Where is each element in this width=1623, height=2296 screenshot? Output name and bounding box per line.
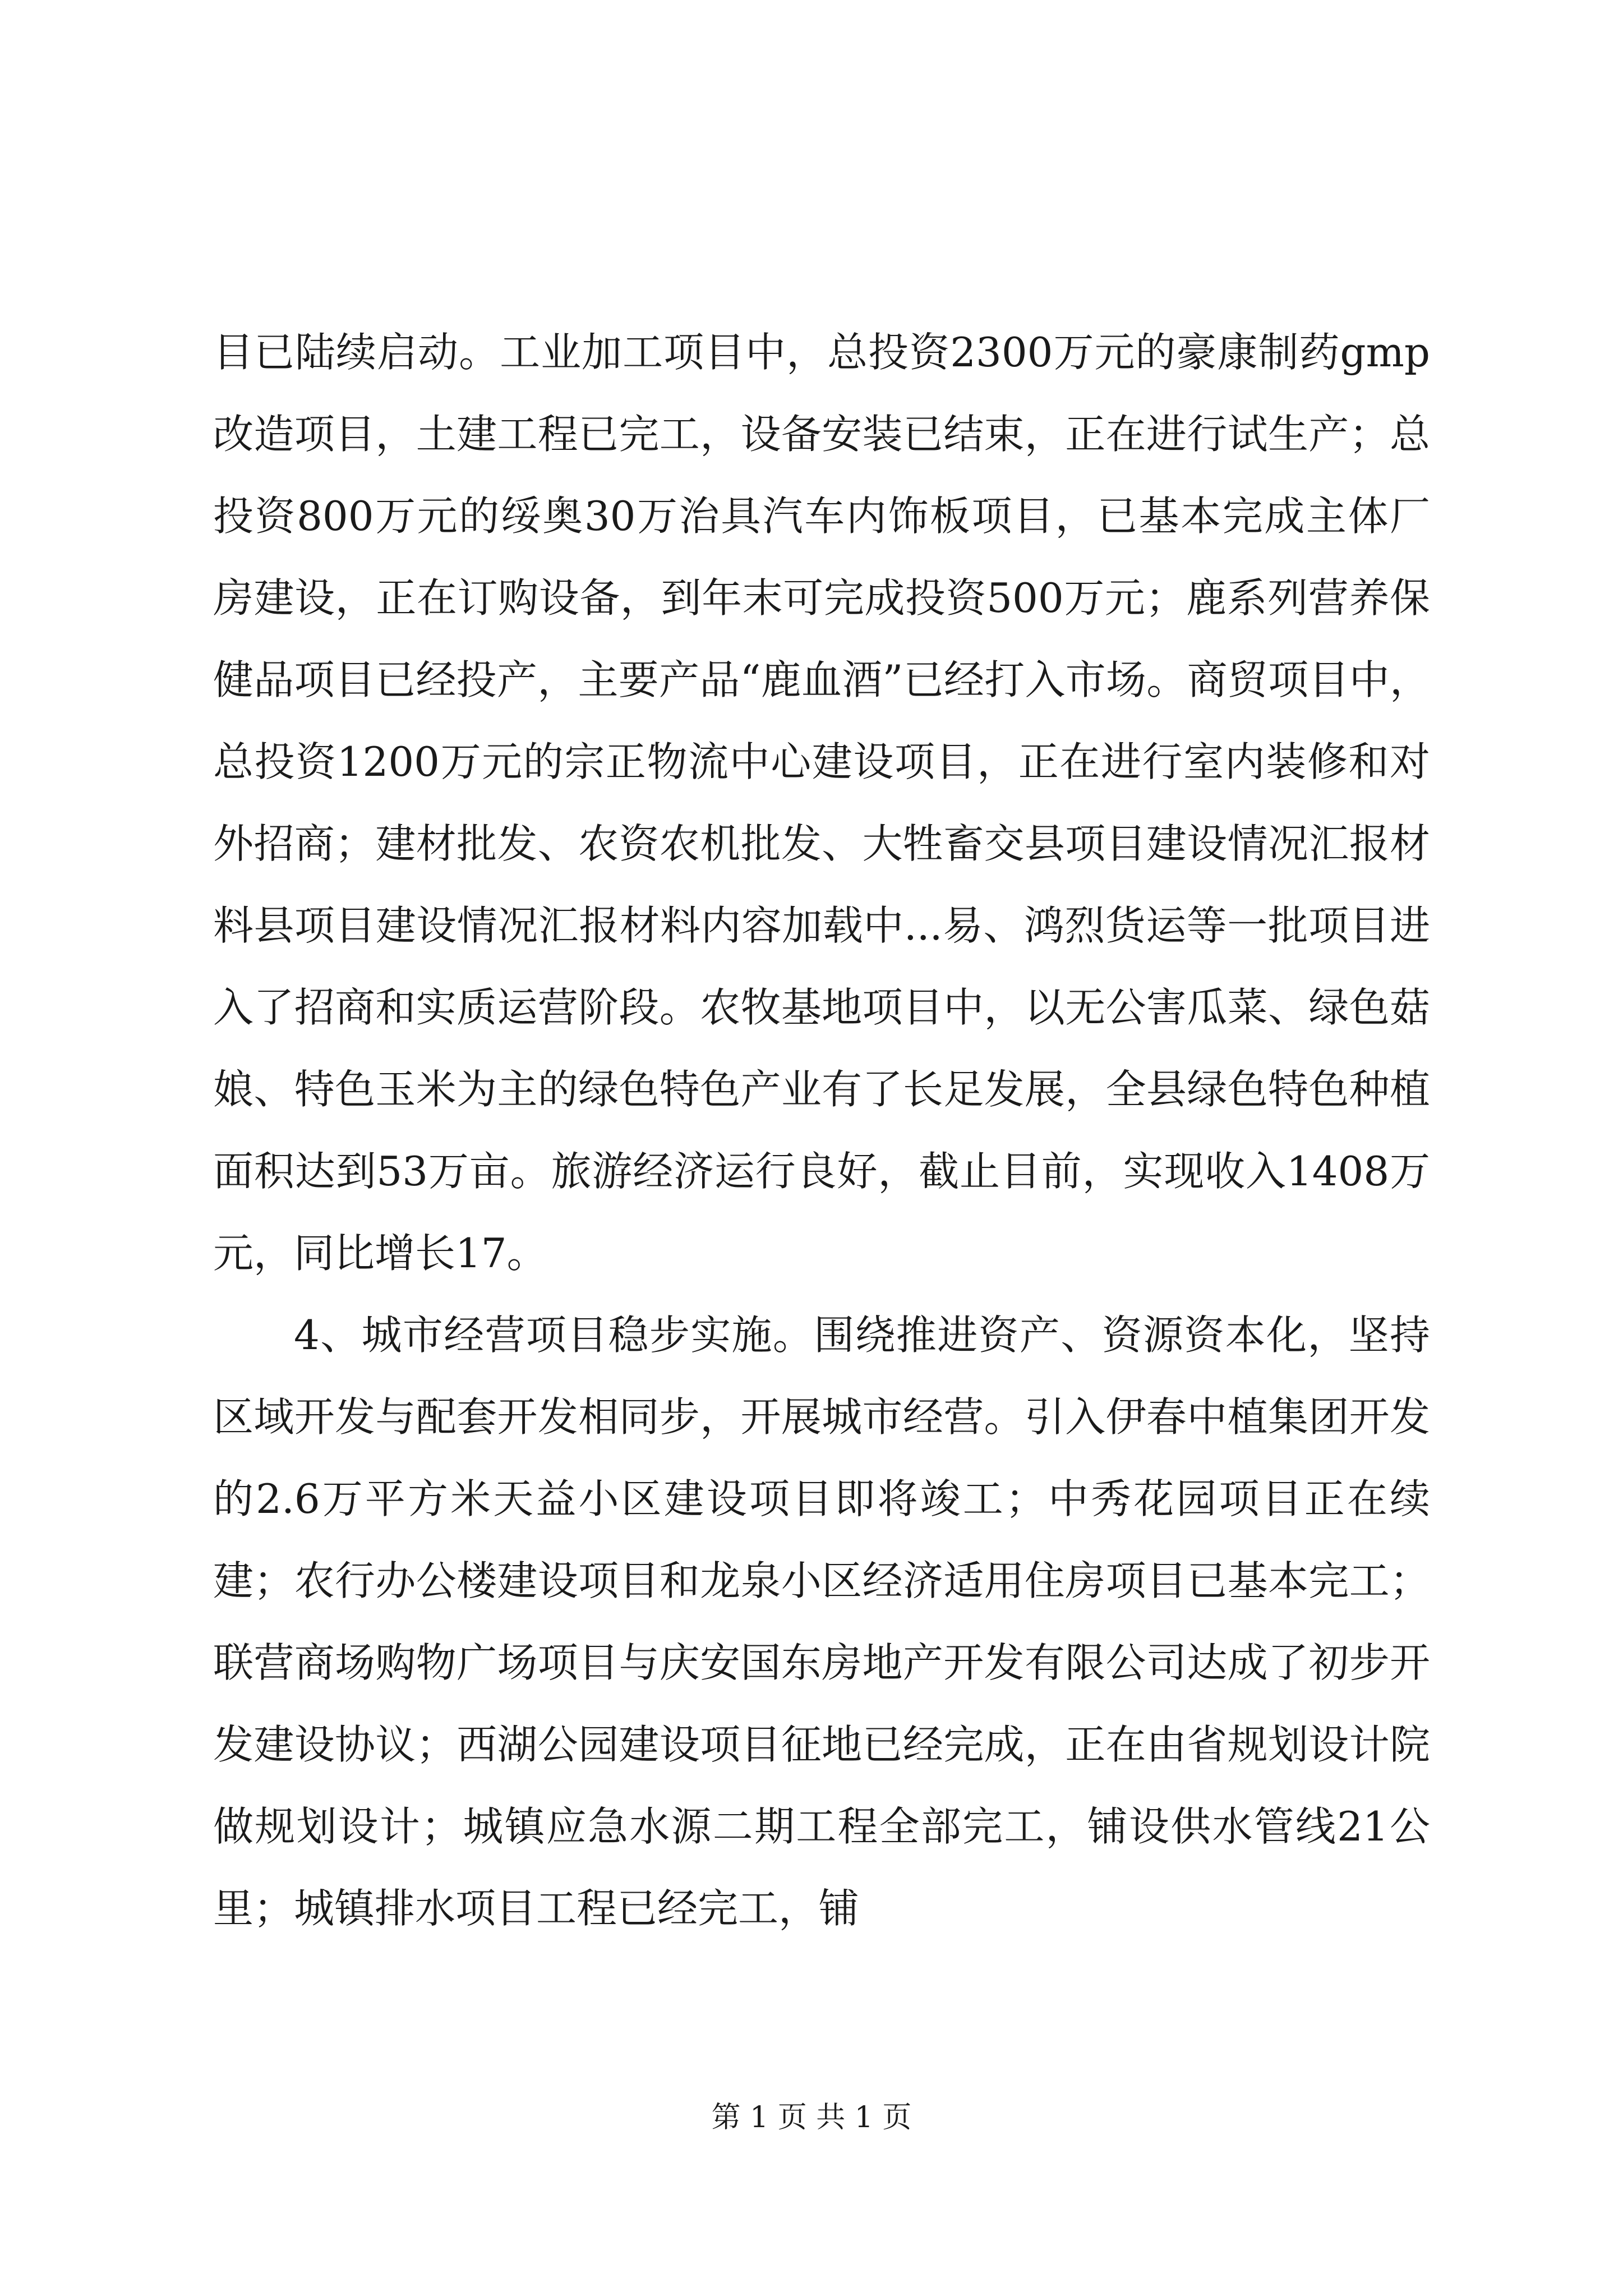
- paragraph-1: 目已陆续启动。工业加工项目中，总投资2300万元的豪康制药gmp改造项目，土建工程已完工，设备安装已结束，正在进行试生产；总投资800万元的绥奥30万治具汽车内饰板项目，已基本完成主体厂房建设，正在订购设备，到年末可完成投资500万元；鹿系列营养保健品项目已经投产，主要产品“鹿血酒”已经打入市场。商贸项目中，总投资1200万元的宗正物流中心建设项目，正在进行室内装修和对外招商；建材批发、农资农机批发、大牲畜交县项目建设情况汇报材料县项目建设情况汇报材料内容加载中...易、鸿烈货运等一批项目进入了招商和实质运营阶段。农牧基地项目中，以无公害瓜菜、绿色菇娘、特色玉米为主的绿色特色产业有了长足发展，全县绿色特色种植面积达到53万亩。旅游经济运行良好，截止目前，实现收入1408万元，同比增长17。: [213, 329, 1430, 1277]
- page-number-footer: 第 1 页 共 1 页: [711, 2101, 912, 2134]
- document-body: [213, 311, 1430, 1949]
- paragraph-2: 4、城市经营项目稳步实施。围绕推进资产、资源资本化，坚持区域开发与配套开发相同步，开展城市经营。引入伊春中植集团开发的2.6万平方米天益小区建设项目即将竣工；中秀花园项目正在续建；农行办公楼建设项目和龙泉小区经济适用住房项目已基本完工；联营商场购物广场项目与庆安国东房地产开发有限公司达成了初步开发建设协议；西湖公园建设项目征地已经完成，正在由省规划设计院做规划设计；城镇应急水源二期工程全部完工，铺设供水管线21公里；城镇排水项目工程已经完工，铺: [213, 1312, 1430, 1932]
